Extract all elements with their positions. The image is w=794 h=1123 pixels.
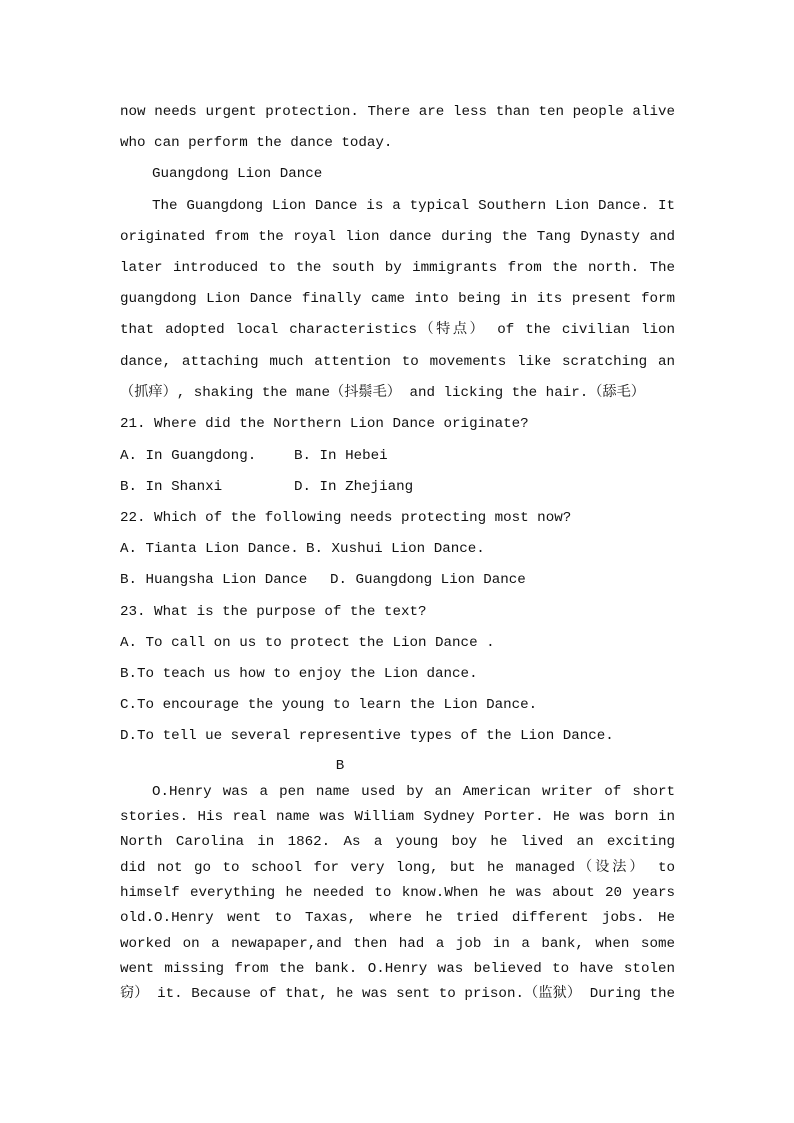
passage-line: dance, attaching much attention to movements like scratching an [120, 354, 675, 370]
question-option: C.To encourage the young to learn the Lion Dance. [120, 697, 538, 713]
passage-line: 窃） it. Because of that, he was sent to prison.（监狱） During the [120, 986, 675, 1002]
passage-line: stories. His real name was William Sydney Porter. He was born in [120, 809, 675, 825]
question-option: A. In Guangdong. [120, 448, 257, 464]
passage-line: that adopted local characteristics（特点） of the civilian lion [120, 322, 675, 338]
passage-line: now needs urgent protection. There are less than ten people alive [120, 104, 675, 120]
passage-line: old.O.Henry went to Taxas, where he tried different jobs. He [120, 910, 675, 926]
passage-line: later introduced to the south by immigrants from the north. The [120, 260, 675, 276]
question-option: B.To teach us how to enjoy the Lion dance. [120, 666, 478, 682]
question-option: A. Tianta Lion Dance. [120, 541, 299, 557]
question-option: B. In Shanxi [120, 479, 223, 495]
passage-line: originated from the royal lion dance during the Tang Dynasty and [120, 229, 675, 245]
passage-line: himself everything he needed to know.When he was about 20 years [120, 885, 675, 901]
passage-line: The Guangdong Lion Dance is a typical Southern Lion Dance. It [152, 198, 675, 214]
question-option: D. In Zhejiang [294, 479, 414, 495]
section-title: Guangdong Lion Dance [152, 166, 323, 182]
passage-line: went missing from the bank. O.Henry was believed to have stolen [120, 961, 675, 977]
section-heading: B [335, 758, 345, 774]
question-option: D. Guangdong Lion Dance [330, 572, 526, 588]
passage-line: O.Henry was a pen name used by an American writer of short [152, 784, 675, 800]
question-stem: 23. What is the purpose of the text? [120, 604, 427, 620]
question-stem: 22. Which of the following needs protecting most now? [120, 510, 572, 526]
passage-line: did not go to school for very long, but he managed（设法） to [120, 860, 675, 876]
passage-line: who can perform the dance today. [120, 135, 393, 151]
question-option: B. Xushui Lion Dance. [306, 541, 485, 557]
question-stem: 21. Where did the Northern Lion Dance originate? [120, 416, 529, 432]
question-option: A. To call on us to protect the Lion Dance . [120, 635, 495, 651]
question-option: B. In Hebei [294, 448, 388, 464]
passage-line: （抓痒）, shaking the mane（抖鬃毛） and licking the hair.（舔毛） [120, 385, 645, 401]
question-option: B. Huangsha Lion Dance [120, 572, 308, 588]
question-option: D.To tell ue several representive types of the Lion Dance. [120, 728, 614, 744]
passage-line: North Carolina in 1862. As a young boy he lived an exciting [120, 834, 675, 850]
passage-line: worked on a newapaper,and then had a job in a bank, when some [120, 936, 675, 952]
passage-line: guangdong Lion Dance finally came into being in its present form [120, 291, 675, 307]
